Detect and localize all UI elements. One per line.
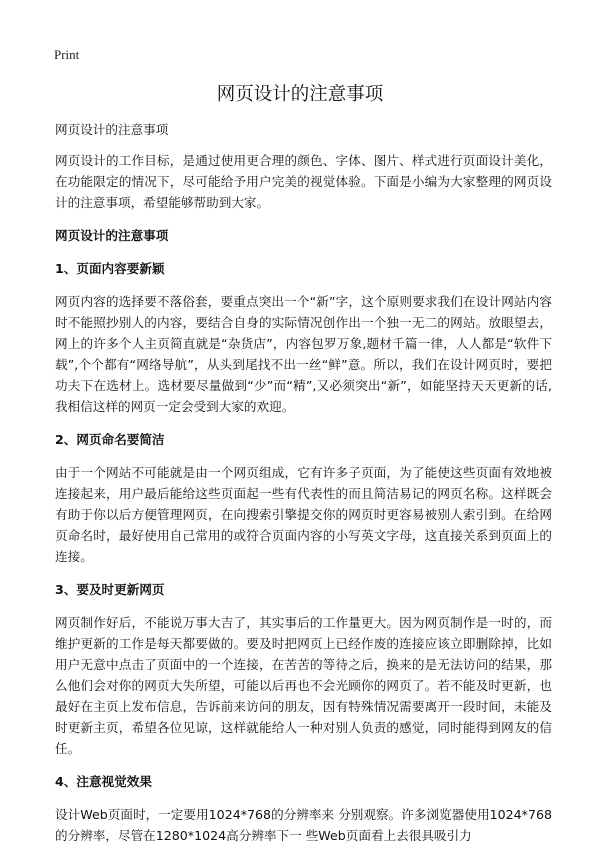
section-heading-3: 3、要及时更新网页 — [55, 582, 165, 597]
intro-paragraph: 网页设计的工作目标，是通过使用更合理的颜色、字体、图片、样式进行页面设计美化，在功能限定的情况下，尽可能给予用户完美的视觉体验。下面是小编为大家整理的网页设计的注意事项，希望能够帮助到大家。 — [55, 153, 552, 210]
article-subtitle: 网页设计的注意事项 — [55, 122, 169, 137]
article-body — [55, 119, 552, 858]
section-paragraph-3: 网页制作好后，不能说万事大吉了，其实事后的工作量更大。因为网页制作是一时的，而维护更新的工作是每天都要做的。要及时把网页上已经作废的连接应该立即删除掉，比如用户无意中点击了页面中的一个连接，在苦苦的等待之后，换来的是无法访问的结果，那么他们会对你的网页大失所望，可能以后再也不会光顾你的网页了。若不能及时更新，也最好在主页上发布信息，告诉前来访问的朋友，因有特殊情况需要离开一段时间，未能及时更新主页，希望各位见谅，这样就能给人一种对别人负责的感觉，同时能得到网友的信任。 — [55, 615, 552, 756]
section-paragraph-1: 网页内容的选择要不落俗套，要重点突出一个“新”字，这个原则要求我们在设计网站内容时不能照抄别人的内容，要结合自身的实际情况创作出一个独一无二的网站。放眼望去，网上的许多个人主页简直就是“杂货店”，内容包罗万象,题材千篇一律，人人都是“软件下载”,个个都有“网络导航”，从头到尾找不出一丝“鲜”意。所以，我们在设计网页时，要把功夫下在选材上。选材要尽量做到“少”而“精”,又必须突出“新”，如能坚持天天更新的话,我相信这样的网页一定会受到大家的欢迎。 — [55, 294, 552, 414]
page-title: 网页设计的注意事项 — [216, 84, 384, 105]
section-heading-4: 4、注意视觉效果 — [55, 774, 152, 789]
section-heading-2: 2、网页命名要简洁 — [55, 432, 165, 447]
section-paragraph-4: 设计Web页面时，一定要用1024*768的分辨率来 分别观察。许多浏览器使用1024*768的分辨率，尽管在1280*1024高分辨率下一 些Web页面看上去很具吸引力 — [55, 807, 552, 843]
section-paragraph-2: 由于一个网站不可能就是由一个网页组成，它有许多子页面，为了能使这些页面有效地被连接起来，用户最后能给这些页面起一些有代表性的而且简洁易记的网页名称。这样既会有助于你以后方便管理网页，在向搜索引擎提交你的网页时更容易被别人索引到。在给网页命名时，最好使用自己常用的或符合页面内容的小写英文字母，这直接关系到页面上的连接。 — [55, 465, 552, 564]
print-link[interactable]: Print — [54, 47, 80, 62]
main-heading: 网页设计的注意事项 — [55, 228, 169, 243]
section-heading-1: 1、页面内容要新颖 — [55, 261, 165, 276]
